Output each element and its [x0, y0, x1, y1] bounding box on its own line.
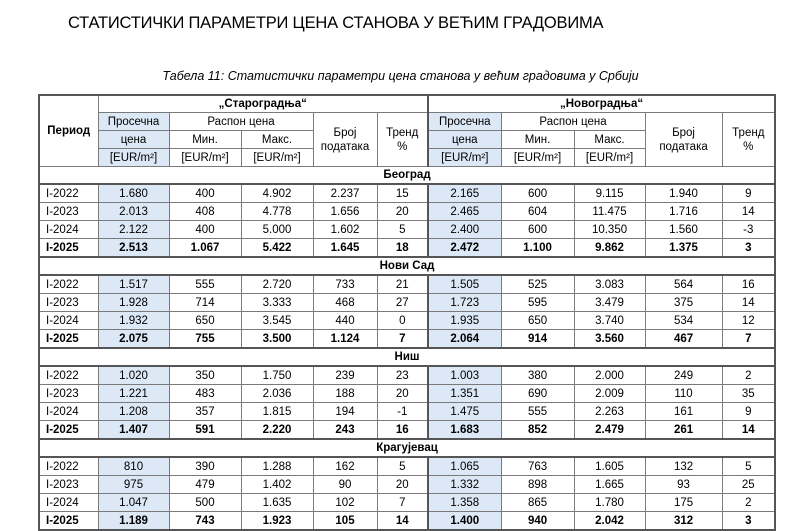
old-avg-price-cell: 2.122 [98, 221, 169, 239]
new-max-unit: [EUR/m²] [574, 149, 645, 167]
new-trend-cell: 9 [722, 184, 775, 203]
old-avg-price-header: Просечна [98, 113, 169, 131]
city-name: Београд [39, 167, 775, 185]
new-count-cell: 161 [645, 403, 722, 421]
city-row [39, 257, 775, 275]
period-cell: I-2025 [39, 421, 98, 440]
old-trend-cell: 5 [377, 457, 428, 476]
old-count-cell: 1.124 [313, 330, 377, 349]
period-cell: I-2023 [39, 476, 98, 494]
period-cell: I-2024 [39, 403, 98, 421]
table-row [39, 330, 775, 349]
new-min-price-cell: 865 [501, 494, 574, 512]
old-count-cell: 90 [313, 476, 377, 494]
period-cell: I-2025 [39, 512, 98, 531]
old-max-price-cell: 5.422 [241, 239, 313, 258]
new-trend-cell: 2 [722, 366, 775, 385]
new-trend-cell: -3 [722, 221, 775, 239]
old-count-cell: 733 [313, 275, 377, 294]
period-cell: I-2023 [39, 294, 98, 312]
old-min-price-cell: 1.067 [169, 239, 241, 258]
period-cell: I-2022 [39, 275, 98, 294]
new-count-cell: 534 [645, 312, 722, 330]
new-count-cell: 110 [645, 385, 722, 403]
new-avg-price-cell: 1.475 [428, 403, 501, 421]
table-row [39, 421, 775, 440]
new-min-price-cell: 763 [501, 457, 574, 476]
old-min-unit: [EUR/m²] [169, 149, 241, 167]
new-max-price-cell: 11.475 [574, 203, 645, 221]
old-count-cell: 440 [313, 312, 377, 330]
new-trend-cell: 12 [722, 312, 775, 330]
new-trend-header: Тренд % [722, 113, 775, 167]
old-trend-cell: -1 [377, 403, 428, 421]
new-min-price-cell: 852 [501, 421, 574, 440]
new-count-cell: 375 [645, 294, 722, 312]
new-count-cell: 93 [645, 476, 722, 494]
period-cell: I-2023 [39, 385, 98, 403]
new-count-cell: 467 [645, 330, 722, 349]
old-count-cell: 188 [313, 385, 377, 403]
new-max-price-cell: 2.479 [574, 421, 645, 440]
new-max-price-cell: 2.009 [574, 385, 645, 403]
old-max-price-cell: 2.036 [241, 385, 313, 403]
old-avg-price-cell: 1.680 [98, 184, 169, 203]
table-row [39, 512, 775, 531]
table-row [39, 476, 775, 494]
new-avg-price-cell: 1.935 [428, 312, 501, 330]
city-name: Нови Сад [39, 257, 775, 275]
period-cell: I-2024 [39, 221, 98, 239]
new-max-price-cell: 10.350 [574, 221, 645, 239]
new-min-price-cell: 914 [501, 330, 574, 349]
new-max-price-cell: 1.665 [574, 476, 645, 494]
old-min-price-cell: 400 [169, 184, 241, 203]
price-statistics-table [38, 94, 776, 531]
new-avg-price-header: Просечна [428, 113, 501, 131]
old-trend-cell: 23 [377, 366, 428, 385]
new-avg-price-cell: 2.165 [428, 184, 501, 203]
city-row [39, 439, 775, 457]
table-row [39, 312, 775, 330]
old-construction-header: „Староградња“ [98, 95, 428, 113]
period-cell: I-2025 [39, 239, 98, 258]
period-cell: I-2022 [39, 457, 98, 476]
old-avg-price-cell: 1.932 [98, 312, 169, 330]
old-max-price-cell: 2.720 [241, 275, 313, 294]
old-count-cell: 194 [313, 403, 377, 421]
old-avg-price-cell: 2.075 [98, 330, 169, 349]
period-cell: I-2022 [39, 184, 98, 203]
new-trend-cell: 3 [722, 239, 775, 258]
old-avg-price-cell: 2.013 [98, 203, 169, 221]
old-max-price-cell: 2.220 [241, 421, 313, 440]
old-count-header: Број података [313, 113, 377, 167]
new-trend-cell: 14 [722, 294, 775, 312]
table-row [39, 239, 775, 258]
city-row [39, 167, 775, 185]
old-count-cell: 1.656 [313, 203, 377, 221]
period-cell: I-2024 [39, 312, 98, 330]
new-max-price-cell: 3.479 [574, 294, 645, 312]
new-count-cell: 1.940 [645, 184, 722, 203]
new-max-price-cell: 1.605 [574, 457, 645, 476]
table-row [39, 457, 775, 476]
old-trend-cell: 27 [377, 294, 428, 312]
new-max-price-cell: 3.083 [574, 275, 645, 294]
old-trend-cell: 15 [377, 184, 428, 203]
old-range-header: Распон цена [169, 113, 313, 131]
table-row [39, 366, 775, 385]
new-max-price-cell: 1.780 [574, 494, 645, 512]
old-trend-cell: 20 [377, 385, 428, 403]
new-avg-price-cell: 1.358 [428, 494, 501, 512]
old-trend-cell: 20 [377, 476, 428, 494]
new-range-header: Распон цена [501, 113, 645, 131]
new-avg-price-cell: 1.332 [428, 476, 501, 494]
old-max-price-cell: 1.750 [241, 366, 313, 385]
table-row [39, 221, 775, 239]
old-min-price-cell: 714 [169, 294, 241, 312]
old-min-price-cell: 400 [169, 221, 241, 239]
old-max-price-cell: 5.000 [241, 221, 313, 239]
period-cell: I-2022 [39, 366, 98, 385]
old-trend-header: Тренд % [377, 113, 428, 167]
period-cell: I-2025 [39, 330, 98, 349]
old-max-price-cell: 1.635 [241, 494, 313, 512]
old-min-price-cell: 650 [169, 312, 241, 330]
old-avg-price-cell: 1.189 [98, 512, 169, 531]
new-min-header: Мин. [501, 131, 574, 149]
old-max-price-cell: 1.288 [241, 457, 313, 476]
new-min-price-cell: 600 [501, 221, 574, 239]
old-min-price-cell: 390 [169, 457, 241, 476]
old-trend-cell: 0 [377, 312, 428, 330]
old-trend-cell: 20 [377, 203, 428, 221]
new-count-cell: 1.716 [645, 203, 722, 221]
new-min-price-cell: 525 [501, 275, 574, 294]
new-count-cell: 261 [645, 421, 722, 440]
old-avg-price-cell: 1.020 [98, 366, 169, 385]
new-avg-price-cell: 2.400 [428, 221, 501, 239]
new-min-unit: [EUR/m²] [501, 149, 574, 167]
new-trend-cell: 5 [722, 457, 775, 476]
old-min-price-cell: 755 [169, 330, 241, 349]
new-max-price-cell: 3.560 [574, 330, 645, 349]
old-avg-price-cell: 1.221 [98, 385, 169, 403]
new-min-price-cell: 600 [501, 184, 574, 203]
new-trend-cell: 14 [722, 421, 775, 440]
new-min-price-cell: 690 [501, 385, 574, 403]
old-avg-price-cell: 1.407 [98, 421, 169, 440]
new-max-price-cell: 2.042 [574, 512, 645, 531]
period-cell: I-2023 [39, 203, 98, 221]
new-count-cell: 132 [645, 457, 722, 476]
old-count-cell: 1.645 [313, 239, 377, 258]
city-row [39, 348, 775, 366]
new-max-price-cell: 2.000 [574, 366, 645, 385]
table-body [39, 167, 775, 531]
new-count-cell: 1.560 [645, 221, 722, 239]
old-max-price-cell: 1.923 [241, 512, 313, 531]
new-avg-price-header-line2: цена [428, 131, 501, 149]
new-min-price-cell: 898 [501, 476, 574, 494]
price-table-container [38, 94, 774, 531]
page-heading: СТАТИСТИЧКИ ПАРАМЕТРИ ЦЕНА СТАНОВА У ВЕЋИМ ГРАДОВИМА [68, 14, 604, 32]
new-construction-header: „Новоградња“ [428, 95, 775, 113]
old-count-cell: 105 [313, 512, 377, 531]
new-max-header: Макс. [574, 131, 645, 149]
new-avg-price-cell: 1.351 [428, 385, 501, 403]
new-count-cell: 312 [645, 512, 722, 531]
old-trend-cell: 18 [377, 239, 428, 258]
new-count-cell: 1.375 [645, 239, 722, 258]
new-trend-cell: 7 [722, 330, 775, 349]
new-max-price-cell: 2.263 [574, 403, 645, 421]
new-max-price-cell: 9.862 [574, 239, 645, 258]
old-trend-cell: 14 [377, 512, 428, 531]
table-caption: Табела 11: Статистички параметри цена станова у већим градовима у Србији [162, 69, 639, 83]
table-row [39, 184, 775, 203]
old-count-cell: 102 [313, 494, 377, 512]
old-min-price-cell: 350 [169, 366, 241, 385]
new-min-price-cell: 595 [501, 294, 574, 312]
old-max-price-cell: 3.333 [241, 294, 313, 312]
new-min-price-cell: 1.100 [501, 239, 574, 258]
old-max-price-cell: 4.902 [241, 184, 313, 203]
new-count-cell: 249 [645, 366, 722, 385]
table-row [39, 494, 775, 512]
old-avg-price-cell: 1.047 [98, 494, 169, 512]
new-avg-price-cell: 1.003 [428, 366, 501, 385]
new-trend-cell: 35 [722, 385, 775, 403]
new-min-price-cell: 650 [501, 312, 574, 330]
old-max-price-cell: 1.402 [241, 476, 313, 494]
city-name: Крагујевац [39, 439, 775, 457]
old-trend-cell: 7 [377, 494, 428, 512]
new-max-price-cell: 9.115 [574, 184, 645, 203]
old-min-price-cell: 479 [169, 476, 241, 494]
old-max-price-cell: 3.500 [241, 330, 313, 349]
new-max-price-cell: 3.740 [574, 312, 645, 330]
old-trend-cell: 16 [377, 421, 428, 440]
new-trend-cell: 25 [722, 476, 775, 494]
old-min-header: Мин. [169, 131, 241, 149]
new-trend-cell: 16 [722, 275, 775, 294]
old-count-cell: 239 [313, 366, 377, 385]
old-min-price-cell: 483 [169, 385, 241, 403]
new-avg-price-cell: 1.683 [428, 421, 501, 440]
old-min-price-cell: 591 [169, 421, 241, 440]
table-row [39, 203, 775, 221]
old-min-price-cell: 500 [169, 494, 241, 512]
old-count-cell: 243 [313, 421, 377, 440]
old-count-cell: 468 [313, 294, 377, 312]
old-trend-cell: 7 [377, 330, 428, 349]
new-avg-price-cell: 2.472 [428, 239, 501, 258]
new-min-price-cell: 380 [501, 366, 574, 385]
old-avg-price-header-line2: цена [98, 131, 169, 149]
new-avg-price-cell: 2.064 [428, 330, 501, 349]
new-trend-cell: 9 [722, 403, 775, 421]
old-trend-cell: 21 [377, 275, 428, 294]
old-trend-cell: 5 [377, 221, 428, 239]
old-max-price-cell: 4.778 [241, 203, 313, 221]
new-count-cell: 564 [645, 275, 722, 294]
new-trend-cell: 2 [722, 494, 775, 512]
new-trend-cell: 3 [722, 512, 775, 531]
new-avg-price-cell: 1.505 [428, 275, 501, 294]
table-row [39, 403, 775, 421]
old-min-price-cell: 743 [169, 512, 241, 531]
period-cell: I-2024 [39, 494, 98, 512]
old-avg-price-cell: 810 [98, 457, 169, 476]
new-min-price-cell: 604 [501, 203, 574, 221]
old-max-price-cell: 3.545 [241, 312, 313, 330]
old-count-cell: 1.602 [313, 221, 377, 239]
old-min-price-cell: 357 [169, 403, 241, 421]
new-min-price-cell: 940 [501, 512, 574, 531]
old-avg-price-cell: 2.513 [98, 239, 169, 258]
new-min-price-cell: 555 [501, 403, 574, 421]
period-header: Период [39, 95, 98, 167]
old-avg-price-cell: 975 [98, 476, 169, 494]
new-count-header: Број података [645, 113, 722, 167]
old-avg-unit: [EUR/m²] [98, 149, 169, 167]
old-count-cell: 162 [313, 457, 377, 476]
table-row [39, 385, 775, 403]
old-min-price-cell: 408 [169, 203, 241, 221]
old-max-header: Макс. [241, 131, 313, 149]
new-avg-price-cell: 1.723 [428, 294, 501, 312]
table-row [39, 294, 775, 312]
old-max-unit: [EUR/m²] [241, 149, 313, 167]
city-name: Ниш [39, 348, 775, 366]
new-avg-price-cell: 1.065 [428, 457, 501, 476]
new-avg-price-cell: 2.465 [428, 203, 501, 221]
old-count-cell: 2.237 [313, 184, 377, 203]
new-count-cell: 175 [645, 494, 722, 512]
new-trend-cell: 14 [722, 203, 775, 221]
old-avg-price-cell: 1.208 [98, 403, 169, 421]
old-max-price-cell: 1.815 [241, 403, 313, 421]
new-avg-unit: [EUR/m²] [428, 149, 501, 167]
new-avg-price-cell: 1.400 [428, 512, 501, 531]
old-avg-price-cell: 1.928 [98, 294, 169, 312]
old-min-price-cell: 555 [169, 275, 241, 294]
table-row [39, 275, 775, 294]
old-avg-price-cell: 1.517 [98, 275, 169, 294]
